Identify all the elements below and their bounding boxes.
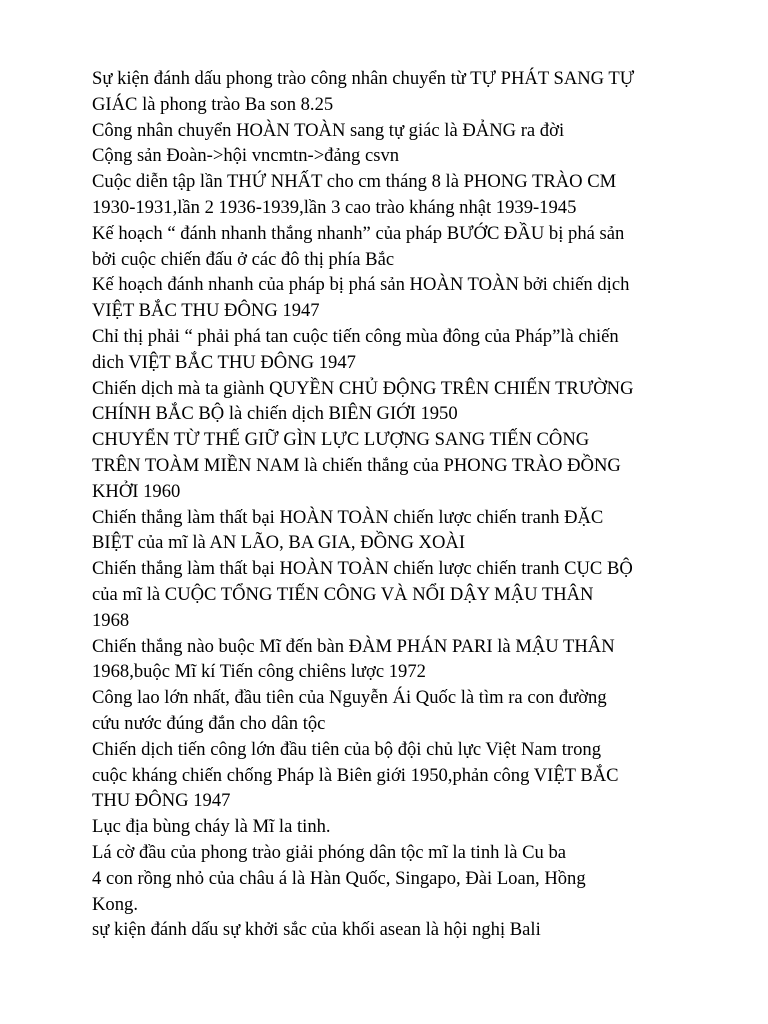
text-line: Chiến thắng nào buộc Mĩ đến bàn ĐÀM PHÁN PARI là MẬU THÂN [92,635,615,657]
text-line: Cuộc diễn tập lần THỨ NHẤT cho cm tháng 8 là PHONG TRÀO CM [92,171,617,193]
text-line: Chỉ thị phải “ phải phá tan cuộc tiến công mùa đông của Pháp”là chiến [92,325,619,347]
text-line: cứu nước đúng đắn cho dân tộc [92,712,326,734]
text-line: THU ĐÔNG 1947 [92,790,231,812]
text-line: Lá cờ đầu của phong trào giải phóng dân tộc mĩ la tinh là Cu ba [92,841,567,863]
text-line: 1968,buộc Mĩ kí Tiến công chiêns lược 1972 [92,661,426,683]
document-page [92,66,712,943]
text-line: Sự kiện đánh dấu phong trào công nhân chuyển từ TỰ PHÁT SANG TỰ [92,68,635,89]
text-line: sự kiện đánh dấu sự khởi sắc của khối asean là hội nghị Bali [92,919,541,941]
text-line: cuộc kháng chiến chống Pháp là Biên giới 1950,phản công VIỆT BẮC [92,764,619,786]
text-line: bởi cuộc chiến đấu ở các đô thị phía Bắc [92,248,395,270]
text-line: Công lao lớn nhất, đầu tiên của Nguyễn Ái Quốc là tìm ra con đường [92,687,607,709]
text-line: Cộng sản Đoàn->hội vncmtn->đảng csvn [92,145,400,167]
text-line: Lục địa bùng cháy là Mĩ la tinh. [92,816,331,838]
text-line: 1930-1931,lần 2 1936-1939,lần 3 cao trào kháng nhật 1939-1945 [92,196,577,218]
text-line: 4 con rồng nhỏ của châu á là Hàn Quốc, Singapo, Đài Loan, Hồng [92,867,586,889]
text-line: KHỞI 1960 [92,480,181,502]
text-line: Chiến thắng làm thất bại HOÀN TOÀN chiến lược chiến tranh ĐẶC [92,506,604,528]
text-line: VIỆT BẮC THU ĐÔNG 1947 [92,300,320,322]
text-line: BIỆT của mĩ là AN LÃO, BA GIA, ĐỒNG XOÀI [92,532,466,554]
text-line: TRÊN TOÀM MIỀN NAM là chiến thắng của PHONG TRÀO ĐỒNG [92,454,621,476]
text-line: CHUYỂN TỪ THẾ GIỮ GÌN LỰC LƯỢNG SANG TIẾN CÔNG [92,429,590,451]
text-line: Chiến dịch mà ta giành QUYỀN CHỦ ĐỘNG TRÊN CHIẾN TRƯỜNG [92,377,634,399]
text-line: của mĩ là CUỘC TỔNG TIẾN CÔNG VÀ NỔI DẬY MẬU THÂN [92,583,594,605]
text-line: Kong. [92,893,138,915]
text-line: dich VIỆT BẮC THU ĐÔNG 1947 [92,351,356,373]
text-line: Chiến dịch tiến công lớn đầu tiên của bộ đội chủ lực Việt Nam trong [92,738,602,760]
text-line: 1968 [92,609,130,631]
text-line: GIÁC là phong trào Ba son 8.25 [92,93,334,115]
text-line: Chiến thắng làm thất bại HOÀN TOÀN chiến lược chiến tranh CỤC BỘ [92,558,633,580]
text-line: Kế hoạch đánh nhanh của pháp bị phá sản HOÀN TOÀN bởi chiến dịch [92,274,630,296]
text-line: CHÍNH BẮC BỘ là chiến dịch BIÊN GIỚI 1950 [92,403,458,425]
text-line: Kế hoạch “ đánh nhanh thắng nhanh” của pháp BƯỚC ĐẦU bị phá sản [92,222,625,244]
text-line: Công nhân chuyển HOÀN TOÀN sang tự giác là ĐẢNG ra đời [92,119,565,141]
